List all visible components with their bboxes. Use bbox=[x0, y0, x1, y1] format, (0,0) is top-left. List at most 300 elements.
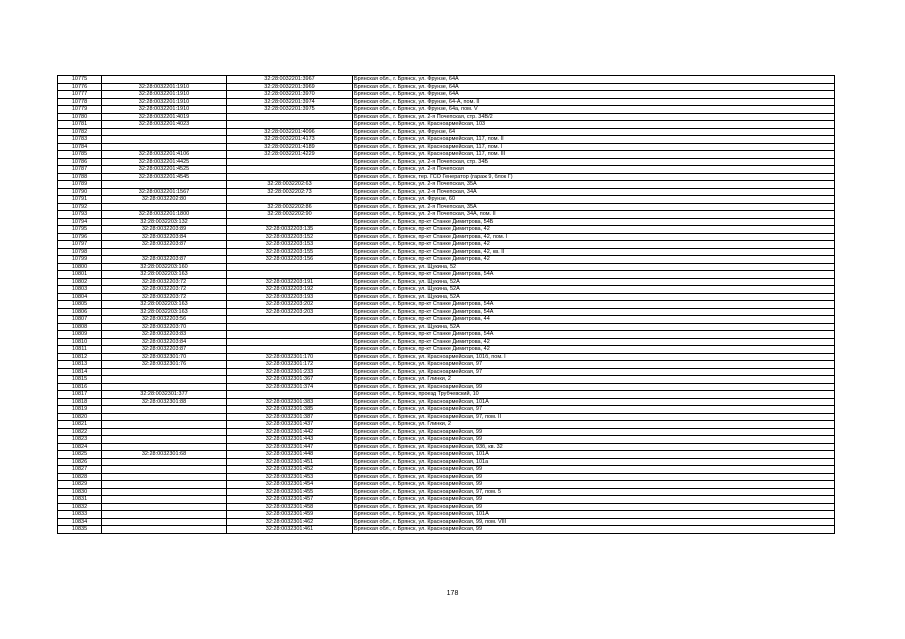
address-cell: Брянская обл., г. Брянск, ул. Фрунзе, 64-А, пом. II bbox=[353, 98, 835, 106]
object-cadastral-number-cell: 32:28:0032301:462 bbox=[227, 518, 353, 526]
parcel-cadastral-number-cell: 32:28:0032201:1910 bbox=[102, 98, 227, 106]
parcel-cadastral-number-cell bbox=[102, 136, 227, 144]
object-cadastral-number-cell: 32:28:0032301:387 bbox=[227, 413, 353, 421]
address-cell: Брянская обл., г. Брянск, ул. 2-я Почепская, 34А bbox=[353, 188, 835, 196]
address-cell: Брянская обл., г. Брянск, пр-кт Станке Димитрова, 44 bbox=[353, 316, 835, 324]
table-row bbox=[58, 241, 835, 249]
object-cadastral-number-cell: 32:28:0032301:448 bbox=[227, 451, 353, 459]
table-row bbox=[58, 443, 835, 451]
object-cadastral-number-cell: 32:28:0032203:152 bbox=[227, 233, 353, 241]
address-cell: Брянская обл., г. Брянск, пр-кт Станке Димитрова, 42 bbox=[353, 241, 835, 249]
table-row bbox=[58, 121, 835, 129]
table-row bbox=[58, 196, 835, 204]
object-cadastral-number-cell: 32:28:0032301:451 bbox=[227, 458, 353, 466]
address-cell: Брянская обл., г. Брянск, ул. Щукина, 52А bbox=[353, 323, 835, 331]
parcel-cadastral-number-cell bbox=[102, 503, 227, 511]
table-row bbox=[58, 451, 835, 459]
row-number-cell: 10778 bbox=[58, 98, 102, 106]
object-cadastral-number-cell: 32:28:0032301:233 bbox=[227, 368, 353, 376]
object-cadastral-number-cell bbox=[227, 391, 353, 399]
table-row bbox=[58, 271, 835, 279]
object-cadastral-number-cell bbox=[227, 346, 353, 354]
row-number-cell: 10831 bbox=[58, 496, 102, 504]
table-row bbox=[58, 248, 835, 256]
object-cadastral-number-cell: 32:28:0032202:86 bbox=[227, 203, 353, 211]
row-number-cell: 10801 bbox=[58, 271, 102, 279]
table-row bbox=[58, 226, 835, 234]
object-cadastral-number-cell: 32:28:0032201:3970 bbox=[227, 91, 353, 99]
row-number-cell: 10808 bbox=[58, 323, 102, 331]
parcel-cadastral-number-cell bbox=[102, 421, 227, 429]
table-row bbox=[58, 256, 835, 264]
row-number-cell: 10815 bbox=[58, 376, 102, 384]
address-cell: Брянская обл., г. Брянск, ул. 2-я Почепская bbox=[353, 166, 835, 174]
registry-table-body bbox=[58, 76, 835, 534]
row-number-cell: 10805 bbox=[58, 301, 102, 309]
table-row bbox=[58, 113, 835, 121]
object-cadastral-number-cell: 32:28:0032203:156 bbox=[227, 256, 353, 264]
address-cell: Брянская обл., г. Брянск, ул. Фрунзе, 64А bbox=[353, 83, 835, 91]
parcel-cadastral-number-cell: 32:28:0032301:377 bbox=[102, 391, 227, 399]
object-cadastral-number-cell: 32:28:0032202:73 bbox=[227, 188, 353, 196]
row-number-cell: 10821 bbox=[58, 421, 102, 429]
table-row bbox=[58, 338, 835, 346]
parcel-cadastral-number-cell bbox=[102, 443, 227, 451]
address-cell: Брянская обл., г. Брянск, ул. Красноармейская, 99 bbox=[353, 466, 835, 474]
address-cell: Брянская обл., г. Брянск, ул. Красноармейская, 97 bbox=[353, 368, 835, 376]
parcel-cadastral-number-cell bbox=[102, 383, 227, 391]
parcel-cadastral-number-cell: 32:28:0032201:1910 bbox=[102, 106, 227, 114]
row-number-cell: 10804 bbox=[58, 293, 102, 301]
row-number-cell: 10816 bbox=[58, 383, 102, 391]
table-row bbox=[58, 233, 835, 241]
address-cell: Брянская обл., г. Брянск, ул. Красноармейская, 97, пом. 5 bbox=[353, 488, 835, 496]
object-cadastral-number-cell: 32:28:0032203:135 bbox=[227, 226, 353, 234]
address-cell: Брянская обл., г. Брянск, ул. Щукина, 52А bbox=[353, 293, 835, 301]
row-number-cell: 10822 bbox=[58, 428, 102, 436]
table-row bbox=[58, 436, 835, 444]
address-cell: Брянская обл., г. Брянск, ул. Красноармейская, 93б, кв. 32 bbox=[353, 443, 835, 451]
row-number-cell: 10783 bbox=[58, 136, 102, 144]
row-number-cell: 10784 bbox=[58, 143, 102, 151]
address-cell: Брянская обл., г. Брянск, ул. Красноармейская, 97, пом. II bbox=[353, 413, 835, 421]
parcel-cadastral-number-cell: 32:28:0032203:163 bbox=[102, 271, 227, 279]
address-cell: Брянская обл., г. Брянск, ул. Фрунзе, 64А bbox=[353, 91, 835, 99]
address-cell: Брянская обл., г. Брянск, ул. Красноармейская, 99, пом. VIII bbox=[353, 518, 835, 526]
object-cadastral-number-cell: 32:28:0032301:454 bbox=[227, 481, 353, 489]
address-cell: Брянская обл., г. Брянск, пр-кт Станке Димитрова, 54Б bbox=[353, 218, 835, 226]
parcel-cadastral-number-cell: 32:28:0032203:72 bbox=[102, 293, 227, 301]
address-cell: Брянская обл., г. Брянск, ул. 2-я Почепская, стр. 34Б bbox=[353, 158, 835, 166]
row-number-cell: 10786 bbox=[58, 158, 102, 166]
address-cell: Брянская обл., г. Брянск, ул. Красноармейская, 99 bbox=[353, 526, 835, 534]
table-row bbox=[58, 361, 835, 369]
object-cadastral-number-cell: 32:28:0032301:367 bbox=[227, 376, 353, 384]
table-row bbox=[58, 496, 835, 504]
table-row bbox=[58, 473, 835, 481]
object-cadastral-number-cell: 32:28:0032301:452 bbox=[227, 466, 353, 474]
row-number-cell: 10779 bbox=[58, 106, 102, 114]
address-cell: Брянская обл., г. Брянск, пр-кт Станке Димитрова, 42 bbox=[353, 346, 835, 354]
table-row bbox=[58, 346, 835, 354]
parcel-cadastral-number-cell: 32:28:0032203:89 bbox=[102, 226, 227, 234]
address-cell: Брянская обл., г. Брянск, ул. 2-я Почепская, 35А bbox=[353, 203, 835, 211]
table-row bbox=[58, 263, 835, 271]
address-cell: Брянская обл., г. Брянск, ул. Красноармейская, 99 bbox=[353, 428, 835, 436]
parcel-cadastral-number-cell: 32:28:0032203:84 bbox=[102, 233, 227, 241]
table-row bbox=[58, 98, 835, 106]
object-cadastral-number-cell: 32:28:0032301:443 bbox=[227, 436, 353, 444]
object-cadastral-number-cell: 32:28:0032203:153 bbox=[227, 241, 353, 249]
table-row bbox=[58, 166, 835, 174]
table-row bbox=[58, 383, 835, 391]
parcel-cadastral-number-cell bbox=[102, 406, 227, 414]
object-cadastral-number-cell: 32:28:0032201:3975 bbox=[227, 106, 353, 114]
page-number: 178 bbox=[446, 590, 459, 597]
row-number-cell: 10796 bbox=[58, 233, 102, 241]
table-row bbox=[58, 316, 835, 324]
row-number-cell: 10826 bbox=[58, 458, 102, 466]
object-cadastral-number-cell bbox=[227, 271, 353, 279]
table-row bbox=[58, 173, 835, 181]
table-row bbox=[58, 136, 835, 144]
address-cell: Брянская обл., г. Брянск, ул. Красноармейская, 101А bbox=[353, 451, 835, 459]
table-row bbox=[58, 218, 835, 226]
object-cadastral-number-cell: 32:28:0032203:191 bbox=[227, 278, 353, 286]
address-cell: Брянская обл., г. Брянск, пр-кт Станке Димитрова, 42, кв. II bbox=[353, 248, 835, 256]
address-cell: Брянская обл., г. Брянск, ул. Красноармейская, 117, пом. III bbox=[353, 151, 835, 159]
object-cadastral-number-cell: 32:28:0032201:3974 bbox=[227, 98, 353, 106]
object-cadastral-number-cell bbox=[227, 323, 353, 331]
parcel-cadastral-number-cell: 32:28:0032201:4545 bbox=[102, 173, 227, 181]
object-cadastral-number-cell bbox=[227, 158, 353, 166]
table-row bbox=[58, 488, 835, 496]
row-number-cell: 10812 bbox=[58, 353, 102, 361]
address-cell: Брянская обл., г. Брянск, ул. Глинки, 2 bbox=[353, 421, 835, 429]
row-number-cell: 10797 bbox=[58, 241, 102, 249]
row-number-cell: 10825 bbox=[58, 451, 102, 459]
table-row bbox=[58, 413, 835, 421]
table-row bbox=[58, 308, 835, 316]
row-number-cell: 10823 bbox=[58, 436, 102, 444]
row-number-cell: 10788 bbox=[58, 173, 102, 181]
row-number-cell: 10832 bbox=[58, 503, 102, 511]
object-cadastral-number-cell: 32:28:0032301:442 bbox=[227, 428, 353, 436]
address-cell: Брянская обл., г. Брянск, ул. Щукина, 52А bbox=[353, 286, 835, 294]
address-cell: Брянская обл., г. Брянск, ул. Красноармейская, 101а bbox=[353, 458, 835, 466]
registry-table bbox=[57, 75, 835, 534]
parcel-cadastral-number-cell bbox=[102, 518, 227, 526]
object-cadastral-number-cell bbox=[227, 331, 353, 339]
parcel-cadastral-number-cell: 32:28:0032203:83 bbox=[102, 331, 227, 339]
table-row bbox=[58, 301, 835, 309]
table-row bbox=[58, 203, 835, 211]
object-cadastral-number-cell: 32:28:0032301:453 bbox=[227, 473, 353, 481]
object-cadastral-number-cell bbox=[227, 316, 353, 324]
object-cadastral-number-cell: 32:28:0032301:437 bbox=[227, 421, 353, 429]
table-row bbox=[58, 518, 835, 526]
row-number-cell: 10820 bbox=[58, 413, 102, 421]
row-number-cell: 10833 bbox=[58, 511, 102, 519]
object-cadastral-number-cell bbox=[227, 263, 353, 271]
parcel-cadastral-number-cell: 32:28:0032203:72 bbox=[102, 278, 227, 286]
table-row bbox=[58, 128, 835, 136]
address-cell: Брянская обл., г. Брянск, проезд Трубчевский, 10 bbox=[353, 391, 835, 399]
parcel-cadastral-number-cell: 32:28:0032203:72 bbox=[102, 286, 227, 294]
address-cell: Брянская обл., г. Брянск, пр-кт Станке Димитрова, 54А bbox=[353, 271, 835, 279]
address-cell: Брянская обл., г. Брянск, пр-кт Станке Димитрова, 54А bbox=[353, 308, 835, 316]
parcel-cadastral-number-cell: 32:28:0032201:4425 bbox=[102, 158, 227, 166]
address-cell: Брянская обл., г. Брянск, ул. 2-я Почепская, 35А bbox=[353, 181, 835, 189]
parcel-cadastral-number-cell: 32:28:0032301:68 bbox=[102, 451, 227, 459]
address-cell: Брянская обл., г. Брянск, ул. Красноармейская, 99 bbox=[353, 503, 835, 511]
object-cadastral-number-cell: 32:28:0032202:90 bbox=[227, 211, 353, 219]
object-cadastral-number-cell: 32:28:0032201:4229 bbox=[227, 151, 353, 159]
object-cadastral-number-cell: 32:28:0032201:3967 bbox=[227, 76, 353, 84]
parcel-cadastral-number-cell: 32:28:0032201:4525 bbox=[102, 166, 227, 174]
parcel-cadastral-number-cell bbox=[102, 436, 227, 444]
object-cadastral-number-cell: 32:28:0032301:459 bbox=[227, 511, 353, 519]
parcel-cadastral-number-cell: 32:28:0032301:70 bbox=[102, 353, 227, 361]
row-number-cell: 10806 bbox=[58, 308, 102, 316]
parcel-cadastral-number-cell: 32:28:0032202:80 bbox=[102, 196, 227, 204]
table-row bbox=[58, 91, 835, 99]
object-cadastral-number-cell: 32:28:0032203:203 bbox=[227, 308, 353, 316]
table-row bbox=[58, 286, 835, 294]
row-number-cell: 10792 bbox=[58, 203, 102, 211]
table-row bbox=[58, 188, 835, 196]
row-number-cell: 10835 bbox=[58, 526, 102, 534]
object-cadastral-number-cell: 32:28:0032202:63 bbox=[227, 181, 353, 189]
object-cadastral-number-cell bbox=[227, 173, 353, 181]
address-cell: Брянская обл., г. Брянск, ул. Фрунзе, 64 bbox=[353, 128, 835, 136]
row-number-cell: 10780 bbox=[58, 113, 102, 121]
table-row bbox=[58, 76, 835, 84]
row-number-cell: 10828 bbox=[58, 473, 102, 481]
parcel-cadastral-number-cell: 32:28:0032203:163 bbox=[102, 308, 227, 316]
row-number-cell: 10813 bbox=[58, 361, 102, 369]
row-number-cell: 10830 bbox=[58, 488, 102, 496]
address-cell: Брянская обл., г. Брянск, пр-кт Станке Димитрова, 54А bbox=[353, 301, 835, 309]
address-cell: Брянская обл., г. Брянск, ул. Фрунзе, 60 bbox=[353, 196, 835, 204]
parcel-cadastral-number-cell: 32:28:0032203:87 bbox=[102, 256, 227, 264]
row-number-cell: 10829 bbox=[58, 481, 102, 489]
table-row bbox=[58, 331, 835, 339]
row-number-cell: 10781 bbox=[58, 121, 102, 129]
address-cell: Брянская обл., г. Брянск, ул. Красноармейская, 97 bbox=[353, 406, 835, 414]
parcel-cadastral-number-cell bbox=[102, 473, 227, 481]
table-row bbox=[58, 421, 835, 429]
address-cell: Брянская обл., г. Брянск, пр-кт Станке Димитрова, 42 bbox=[353, 338, 835, 346]
parcel-cadastral-number-cell bbox=[102, 248, 227, 256]
table-row bbox=[58, 398, 835, 406]
object-cadastral-number-cell: 32:28:0032301:457 bbox=[227, 496, 353, 504]
table-row bbox=[58, 106, 835, 114]
row-number-cell: 10799 bbox=[58, 256, 102, 264]
table-row bbox=[58, 503, 835, 511]
address-cell: Брянская обл., г. Брянск, ул. Красноармейская, 101б, пом. I bbox=[353, 353, 835, 361]
table-row bbox=[58, 181, 835, 189]
parcel-cadastral-number-cell bbox=[102, 128, 227, 136]
row-number-cell: 10775 bbox=[58, 76, 102, 84]
row-number-cell: 10793 bbox=[58, 211, 102, 219]
object-cadastral-number-cell bbox=[227, 218, 353, 226]
parcel-cadastral-number-cell bbox=[102, 458, 227, 466]
row-number-cell: 10817 bbox=[58, 391, 102, 399]
object-cadastral-number-cell bbox=[227, 113, 353, 121]
object-cadastral-number-cell: 32:28:0032301:170 bbox=[227, 353, 353, 361]
parcel-cadastral-number-cell bbox=[102, 368, 227, 376]
parcel-cadastral-number-cell bbox=[102, 203, 227, 211]
row-number-cell: 10807 bbox=[58, 316, 102, 324]
object-cadastral-number-cell: 32:28:0032301:455 bbox=[227, 488, 353, 496]
parcel-cadastral-number-cell: 32:28:0032203:160 bbox=[102, 263, 227, 271]
row-number-cell: 10787 bbox=[58, 166, 102, 174]
row-number-cell: 10790 bbox=[58, 188, 102, 196]
parcel-cadastral-number-cell: 32:28:0032203:56 bbox=[102, 316, 227, 324]
row-number-cell: 10791 bbox=[58, 196, 102, 204]
row-number-cell: 10794 bbox=[58, 218, 102, 226]
row-number-cell: 10834 bbox=[58, 518, 102, 526]
parcel-cadastral-number-cell: 32:28:0032201:4019 bbox=[102, 113, 227, 121]
object-cadastral-number-cell: 32:28:0032301:461 bbox=[227, 526, 353, 534]
row-number-cell: 10814 bbox=[58, 368, 102, 376]
row-number-cell: 10785 bbox=[58, 151, 102, 159]
address-cell: Брянская обл., г. Брянск, ул. Красноармейская, 117, пом. I bbox=[353, 143, 835, 151]
table-row bbox=[58, 293, 835, 301]
object-cadastral-number-cell: 32:28:0032203:155 bbox=[227, 248, 353, 256]
row-number-cell: 10798 bbox=[58, 248, 102, 256]
row-number-cell: 10782 bbox=[58, 128, 102, 136]
row-number-cell: 10809 bbox=[58, 331, 102, 339]
parcel-cadastral-number-cell bbox=[102, 526, 227, 534]
address-cell: Брянская обл., г. Брянск, ул. Щукина, 52 bbox=[353, 263, 835, 271]
address-cell: Брянская обл., г. Брянск, ул. 2-я Почепская, 34А, пом. II bbox=[353, 211, 835, 219]
parcel-cadastral-number-cell: 32:28:0032301:88 bbox=[102, 398, 227, 406]
object-cadastral-number-cell: 32:28:0032203:192 bbox=[227, 286, 353, 294]
object-cadastral-number-cell bbox=[227, 166, 353, 174]
object-cadastral-number-cell: 32:28:0032301:383 bbox=[227, 398, 353, 406]
row-number-cell: 10803 bbox=[58, 286, 102, 294]
object-cadastral-number-cell: 32:28:0032301:172 bbox=[227, 361, 353, 369]
object-cadastral-number-cell: 32:28:0032203:202 bbox=[227, 301, 353, 309]
row-number-cell: 10811 bbox=[58, 346, 102, 354]
table-row bbox=[58, 158, 835, 166]
parcel-cadastral-number-cell bbox=[102, 488, 227, 496]
parcel-cadastral-number-cell bbox=[102, 376, 227, 384]
address-cell: Брянская обл., г. Брянск, тер. ГСО Генератор (гараж 9, блок Г) bbox=[353, 173, 835, 181]
object-cadastral-number-cell: 32:28:0032301:447 bbox=[227, 443, 353, 451]
row-number-cell: 10802 bbox=[58, 278, 102, 286]
row-number-cell: 10810 bbox=[58, 338, 102, 346]
address-cell: Брянская обл., г. Брянск, ул. Щукина, 52А bbox=[353, 278, 835, 286]
parcel-cadastral-number-cell bbox=[102, 76, 227, 84]
address-cell: Брянская обл., г. Брянск, ул. Фрунзе, 64А bbox=[353, 76, 835, 84]
parcel-cadastral-number-cell bbox=[102, 413, 227, 421]
parcel-cadastral-number-cell: 32:28:0032201:4106 bbox=[102, 151, 227, 159]
address-cell: Брянская обл., г. Брянск, ул. Красноармейская, 99 bbox=[353, 473, 835, 481]
address-cell: Брянская обл., г. Брянск, пр-кт Станке Димитрова, 42 bbox=[353, 256, 835, 264]
address-cell: Брянская обл., г. Брянск, ул. Фрунзе, 64а, пом. V bbox=[353, 106, 835, 114]
parcel-cadastral-number-cell bbox=[102, 481, 227, 489]
table-row bbox=[58, 428, 835, 436]
address-cell: Брянская обл., г. Брянск, ул. 2-я Почепская, стр. 34В/2 bbox=[353, 113, 835, 121]
row-number-cell: 10789 bbox=[58, 181, 102, 189]
table-row bbox=[58, 83, 835, 91]
object-cadastral-number-cell bbox=[227, 196, 353, 204]
address-cell: Брянская обл., г. Брянск, ул. Красноармейская, 97 bbox=[353, 361, 835, 369]
parcel-cadastral-number-cell: 32:28:0032201:1800 bbox=[102, 211, 227, 219]
parcel-cadastral-number-cell bbox=[102, 143, 227, 151]
table-row bbox=[58, 406, 835, 414]
address-cell: Брянская обл., г. Брянск, ул. Красноармейская, 103 bbox=[353, 121, 835, 129]
object-cadastral-number-cell bbox=[227, 338, 353, 346]
address-cell: Брянская обл., г. Брянск, ул. Красноармейская, 101А bbox=[353, 398, 835, 406]
parcel-cadastral-number-cell: 32:28:0032201:4023 bbox=[102, 121, 227, 129]
table-row bbox=[58, 211, 835, 219]
table-row bbox=[58, 368, 835, 376]
row-number-cell: 10800 bbox=[58, 263, 102, 271]
object-cadastral-number-cell: 32:28:0032301:385 bbox=[227, 406, 353, 414]
table-row bbox=[58, 278, 835, 286]
table-row bbox=[58, 511, 835, 519]
parcel-cadastral-number-cell bbox=[102, 181, 227, 189]
address-cell: Брянская обл., г. Брянск, ул. Красноармейская, 101А bbox=[353, 511, 835, 519]
address-cell: Брянская обл., г. Брянск, пр-кт Станке Димитрова, 42 bbox=[353, 226, 835, 234]
table-row bbox=[58, 143, 835, 151]
parcel-cadastral-number-cell: 32:28:0032201:1910 bbox=[102, 83, 227, 91]
row-number-cell: 10776 bbox=[58, 83, 102, 91]
parcel-cadastral-number-cell: 32:28:0032201:1567 bbox=[102, 188, 227, 196]
row-number-cell: 10827 bbox=[58, 466, 102, 474]
address-cell: Брянская обл., г. Брянск, ул. Красноармейская, 99 bbox=[353, 496, 835, 504]
address-cell: Брянская обл., г. Брянск, пр-кт Станке Димитрова, 42, пом. I bbox=[353, 233, 835, 241]
table-row bbox=[58, 526, 835, 534]
parcel-cadastral-number-cell bbox=[102, 496, 227, 504]
object-cadastral-number-cell bbox=[227, 121, 353, 129]
address-cell: Брянская обл., г. Брянск, пр-кт Станке Димитрова, 54А bbox=[353, 331, 835, 339]
object-cadastral-number-cell: 32:28:0032203:193 bbox=[227, 293, 353, 301]
object-cadastral-number-cell: 32:28:0032201:4173 bbox=[227, 136, 353, 144]
table-row bbox=[58, 151, 835, 159]
table-row bbox=[58, 353, 835, 361]
row-number-cell: 10818 bbox=[58, 398, 102, 406]
table-row bbox=[58, 323, 835, 331]
row-number-cell: 10777 bbox=[58, 91, 102, 99]
parcel-cadastral-number-cell: 32:28:0032301:76 bbox=[102, 361, 227, 369]
object-cadastral-number-cell: 32:28:0032201:4096 bbox=[227, 128, 353, 136]
parcel-cadastral-number-cell bbox=[102, 466, 227, 474]
parcel-cadastral-number-cell: 32:28:0032203:132 bbox=[102, 218, 227, 226]
table-row bbox=[58, 458, 835, 466]
address-cell: Брянская обл., г. Брянск, ул. Красноармейская, 99 bbox=[353, 383, 835, 391]
object-cadastral-number-cell: 32:28:0032301:458 bbox=[227, 503, 353, 511]
object-cadastral-number-cell: 32:28:0032301:374 bbox=[227, 383, 353, 391]
row-number-cell: 10795 bbox=[58, 226, 102, 234]
table-row bbox=[58, 376, 835, 384]
address-cell: Брянская обл., г. Брянск, ул. Красноармейская, 117, пом. II bbox=[353, 136, 835, 144]
object-cadastral-number-cell: 32:28:0032201:4189 bbox=[227, 143, 353, 151]
row-number-cell: 10819 bbox=[58, 406, 102, 414]
object-cadastral-number-cell: 32:28:0032201:3969 bbox=[227, 83, 353, 91]
parcel-cadastral-number-cell: 32:28:0032203:87 bbox=[102, 241, 227, 249]
address-cell: Брянская обл., г. Брянск, ул. Красноармейская, 99 bbox=[353, 481, 835, 489]
table-row bbox=[58, 466, 835, 474]
parcel-cadastral-number-cell: 32:28:0032203:70 bbox=[102, 323, 227, 331]
row-number-cell: 10824 bbox=[58, 443, 102, 451]
parcel-cadastral-number-cell bbox=[102, 428, 227, 436]
table-row bbox=[58, 481, 835, 489]
